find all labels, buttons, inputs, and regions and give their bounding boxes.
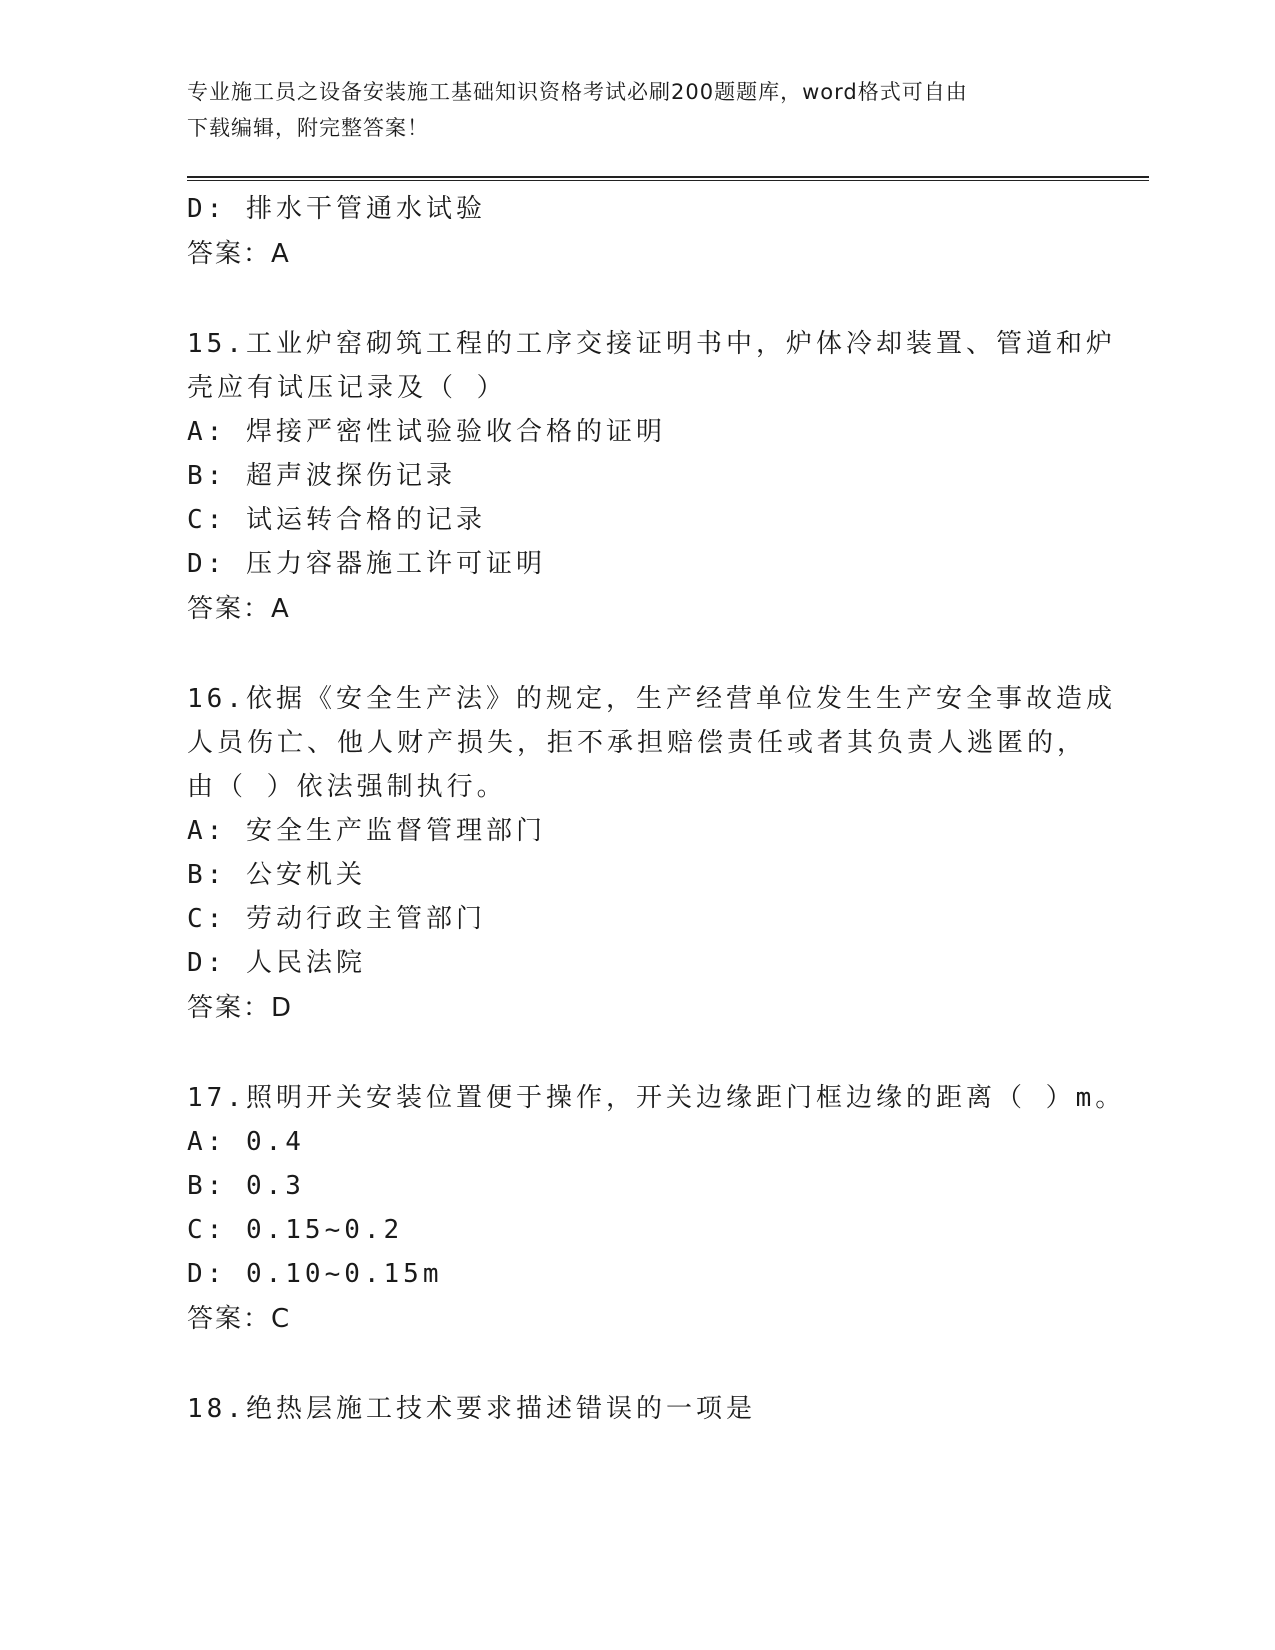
q15-option-c: C: 试运转合格的记录 [187,505,486,535]
q15-option-b: B: 超声波探伤记录 [187,461,456,491]
header-line-1: 专业施工员之设备安装施工基础知识资格考试必刷200题题库，word格式可自由 [187,80,968,104]
q16-stem-line-3: 由（ ）依法强制执行。 [187,772,507,802]
q15-stem-line-2: 壳应有试压记录及（ ） [187,373,507,403]
q17-option-d: D: 0.10~0.15m [187,1259,443,1289]
q15-option-d: D: 压力容器施工许可证明 [187,549,546,579]
q17-option-b: B: 0.3 [187,1171,305,1201]
q16-option-a: A: 安全生产监督管理部门 [187,816,546,846]
prev-answer: 答案：A [187,239,291,269]
q16-option-c: C: 劳动行政主管部门 [187,904,486,934]
q15-option-a: A: 焊接严密性试验验收合格的证明 [187,417,666,447]
q16-option-b: B: 公安机关 [187,860,366,890]
q17-answer: 答案：C [187,1304,292,1334]
q17-option-c: C: 0.15~0.2 [187,1215,404,1245]
q16-option-d: D: 人民法院 [187,948,366,978]
header-line-2: 下载编辑，附完整答案！ [187,116,429,140]
q16-answer: 答案：D [187,993,294,1023]
q17-option-a: A: 0.4 [187,1127,305,1157]
q16-stem-line-2: 人员伤亡、他人财产损失，拒不承担赔偿责任或者其负责人逃匿的， [187,728,1088,758]
q18-stem-line-1: 18.绝热层施工技术要求描述错误的一项是 [187,1394,756,1424]
q16-stem-line-1: 16.依据《安全生产法》的规定，生产经营单位发生生产安全事故造成 [187,684,1116,714]
header-divider [187,176,1149,181]
prev-option-d: D: 排水干管通水试验 [187,194,486,224]
document-header [187,74,1087,146]
q15-stem-line-1: 15.工业炉窑砌筑工程的工序交接证明书中，炉体冷却装置、管道和炉 [187,329,1116,359]
q17-stem-line-1: 17.照明开关安装位置便于操作，开关边缘距门框边缘的距离（ ）m。 [187,1083,1126,1113]
q15-answer: 答案：A [187,594,291,624]
